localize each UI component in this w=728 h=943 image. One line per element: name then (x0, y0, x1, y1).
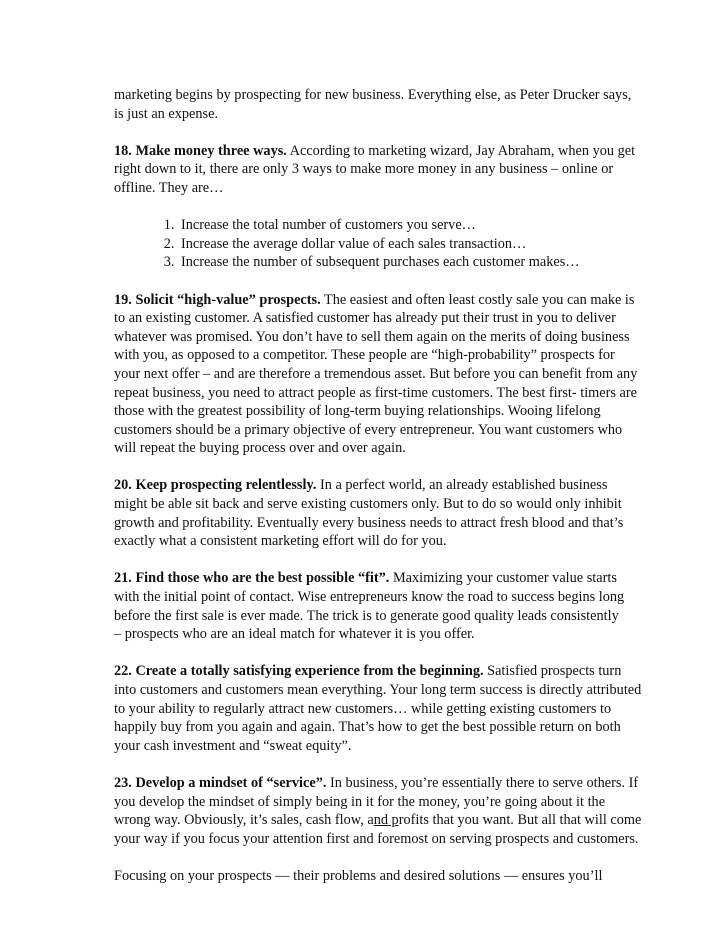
section-22-body: Satisfied prospects turn into customers and customers mean everything. Your long term success is directly attributed to your ability to regularly attract new customers… while getting existing customers to happily buy from you again and again. That’s how to get the best possible return on both your cash investment and “sweat equity”. (114, 663, 642, 754)
list-item: 3. Increase the number of subsequent purchases each customer makes… (178, 253, 644, 272)
list-item: 1. Increase the total number of customers you serve… (178, 216, 644, 235)
list-item: 2. Increase the average dollar value of each sales transaction… (178, 235, 644, 254)
section-23-heading: 23. Develop a mindset of “service”. (114, 774, 327, 791)
section-18-paragraph (114, 142, 644, 198)
section-22-heading: 22. Create a totally satisfying experience from the beginning. (114, 663, 484, 680)
section-21-continuation: – prospects who are an ideal match for whatever it is you offer. (114, 626, 475, 643)
section-19-paragraph (114, 291, 644, 458)
section-23-paragraph (114, 774, 644, 848)
section-18-heading: 18. Make money three ways. (114, 142, 287, 159)
section-22-paragraph (114, 662, 644, 755)
ways-list (114, 216, 644, 272)
section-20-paragraph (114, 476, 644, 550)
section-21-paragraph (114, 569, 644, 643)
document-page (114, 86, 644, 904)
closing-paragraph: Focusing on your prospects — their problems and desired solutions — ensures you’ll (114, 867, 603, 884)
section-20-heading: 20. Keep prospecting relentlessly. (114, 477, 317, 494)
section-23-body-a: In business, you’re essentially there to serve others. If you develop the mindset of simply being in it for the money, you’re going about it the wrong way. Obviously, it’s sales, cash flow, a (114, 774, 639, 829)
section-19-body: The easiest and often least costly sale you can make is to an existing customer. A satisfied customer has already put their trust in you to deliver whatever was promised. You don’t have to sell them again on the merits of doing business with you, as opposed to a competitor. These people are “high-probability” prospects for your next offer – and are therefore a tremendous asset. But before you can benefit from any repeat business, you need to attract people as first-time customers. The best first- timers are those with the greatest possibility of long-term buying relationships. Wooing lifelong customers should be a primary objective of every entrepreneur. You want customers who will repeat the buying process over and over again. (114, 291, 638, 457)
section-20-body: In a perfect world, an already established business might be able sit back and serve existing customers only. But to do so would only inhibit growth and profitability. Eventually every business needs to attract fresh blood and that’s exactly what a consistent marketing effort will do for you. (114, 477, 624, 550)
section-19-heading: 19. Solicit “high-value” prospects. (114, 291, 321, 308)
section-21-heading: 21. Find those who are the best possible “fit”. (114, 570, 390, 587)
section-21-body: Maximizing your customer value starts with the initial point of contact. Wise entrepreneurs know the road to success begins long before the first sale is ever made. The trick is to generate good quality leads consistently (114, 570, 625, 624)
section-23-underlined-text: nd p (373, 812, 399, 829)
section-18-body: According to marketing wizard, Jay Abraham, when you get right down to it, there are only 3 ways to make more money in any business – online or offline. They are… (114, 142, 636, 196)
intro-paragraph: marketing begins by prospecting for new business. Everything else, as Peter Drucker says, is just an expense. (114, 87, 632, 122)
section-23-body-b: rofits that you want. But all that will come your way if you focus your attention first and foremost on serving prospects and customers. (114, 812, 642, 847)
